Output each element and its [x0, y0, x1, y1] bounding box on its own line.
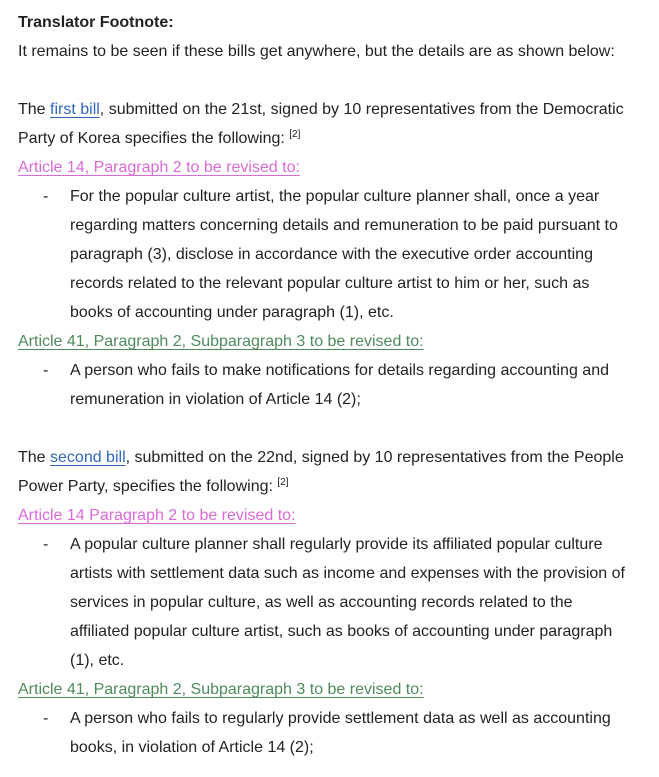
- bullet-line: records related to the relevant popular culture artist to him or her, such as: [70, 275, 590, 292]
- bullet-line: books, in violation of Article 14 (2);: [70, 739, 314, 756]
- bullet-line: remuneration in violation of Article 14 (2);: [70, 391, 361, 408]
- bullet-line: regarding matters concerning details and remuneration to be paid pursuant to: [70, 217, 618, 234]
- bullet-dash: -: [43, 710, 49, 727]
- bullet-line: A person who fails to make notifications for details regarding accounting and: [70, 362, 609, 379]
- first-bill-article-41: Article 41, Paragraph 2, Subparagraph 3 to be revised to:: [18, 333, 424, 350]
- second-bill-section: [18, 443, 641, 762]
- bullet-line: (1), etc.: [70, 652, 125, 669]
- second-bill-article-14: Article 14 Paragraph 2 to be revised to:: [18, 507, 296, 524]
- bullet-line: services in popular culture, as well as accounting records related to the: [70, 594, 573, 611]
- bullet-line: paragraph (3), disclose in accordance with the executive order accounting: [70, 246, 593, 263]
- bullet-dash: -: [43, 188, 49, 205]
- second-bill-reference[interactable]: [2]: [277, 477, 289, 488]
- first-bill-article-14: Article 14, Paragraph 2 to be revised to:: [18, 159, 300, 176]
- bullet-dash: -: [43, 536, 49, 553]
- bullet-line: artists with settlement data such as income and expenses with the provision of: [70, 565, 625, 582]
- first-bill-reference[interactable]: [2]: [289, 129, 301, 140]
- footnote-title: Translator Footnote:: [18, 14, 174, 31]
- second-bill-line-2-text: Power Party, specifies the following:: [18, 478, 278, 495]
- first-bill-article-14-item: [18, 182, 641, 327]
- first-bill-section: [18, 95, 641, 414]
- first-bill-link[interactable]: first bill: [50, 101, 100, 118]
- spacer: [18, 414, 641, 443]
- second-bill-prefix: The: [18, 449, 51, 466]
- second-bill-line-2: [18, 472, 641, 501]
- spacer: [18, 66, 641, 95]
- second-bill-article-41-item: [18, 704, 641, 762]
- intro-text: It remains to be seen if these bills get anywhere, but the details are as shown below:: [18, 43, 615, 60]
- first-bill-line-2: [18, 124, 641, 153]
- bullet-line: books of accounting under paragraph (1), etc.: [70, 304, 394, 321]
- bullet-line: For the popular culture artist, the popular culture planner shall, once a year: [70, 188, 600, 205]
- bullet-dash: -: [43, 362, 49, 379]
- bullet-line: A popular culture planner shall regularly provide its affiliated popular culture: [70, 536, 603, 553]
- second-bill-article-14-item: [18, 530, 641, 675]
- first-bill-line-1: [18, 95, 641, 124]
- second-bill-article-41: Article 41, Paragraph 2, Subparagraph 3 to be revised to:: [18, 681, 424, 698]
- second-bill-line-1-text: , submitted on the 22nd, signed by 10 representatives from the People: [125, 449, 624, 466]
- first-bill-prefix: The: [18, 101, 51, 118]
- second-bill-line-1: [18, 443, 641, 472]
- bullet-line: affiliated popular culture artist, such as books of accounting under paragraph: [70, 623, 613, 640]
- first-bill-article-41-item: [18, 356, 641, 414]
- first-bill-line-1-text: , submitted on the 21st, signed by 10 representatives from the Democratic: [99, 101, 624, 118]
- second-bill-link[interactable]: second bill: [50, 449, 126, 466]
- first-bill-line-2-text: Party of Korea specifies the following:: [18, 130, 290, 147]
- bullet-line: A person who fails to regularly provide settlement data as well as accounting: [70, 710, 611, 727]
